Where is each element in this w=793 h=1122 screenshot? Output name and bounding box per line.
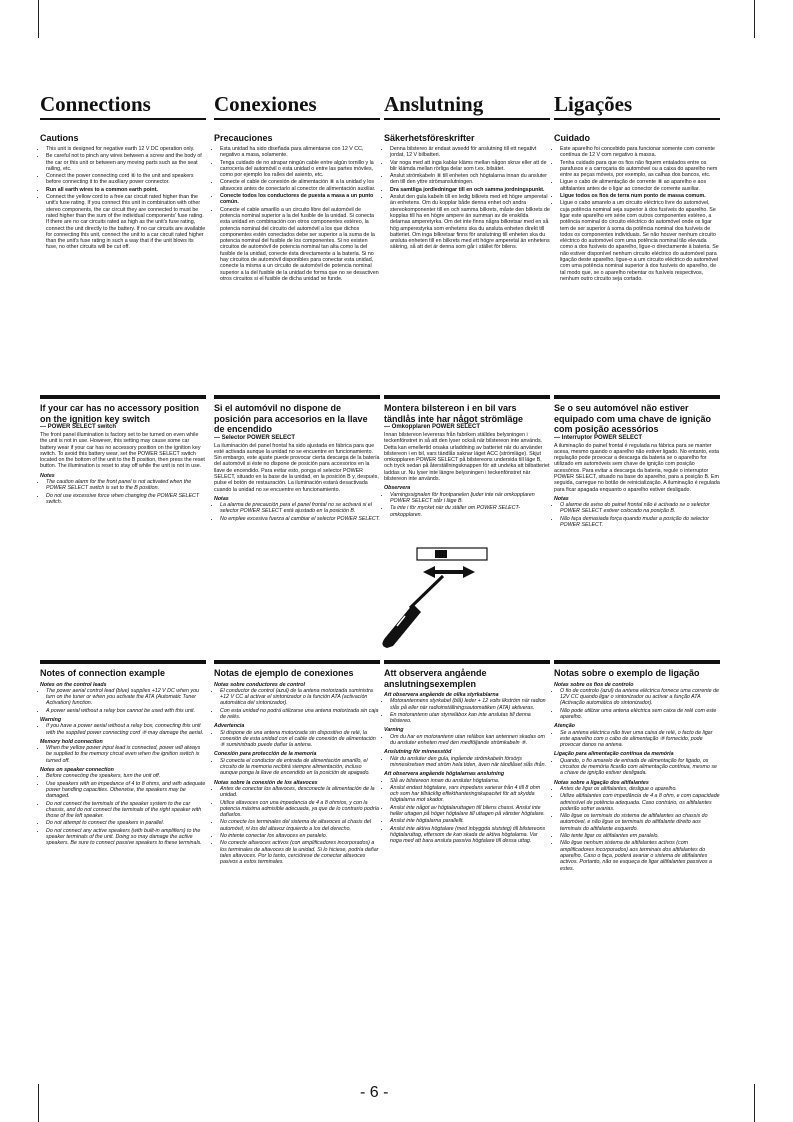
note-group-item: • Anslut inte något av högtalaruttagen till bilens chassi. Anslut inte heller uttagen på höger högtalare till uttagen på vänster högtalare. — [390, 805, 550, 818]
caution-item: • Esta unidad ha sido diseñada para alimentarse con 12 V CC, negativo a masa, solamente. — [220, 146, 380, 159]
crop-mark — [38, 0, 39, 38]
note-group-list — [384, 778, 550, 845]
cautions-block — [214, 131, 380, 283]
caution-item: • Ligue todos os fios de terra num ponto de massa comum. — [560, 193, 720, 199]
crop-mark — [754, 1084, 755, 1122]
note-group-title: Att observera angående högtalarnas anslutning — [384, 771, 505, 778]
note-group-list — [40, 688, 206, 714]
note-group-list — [214, 758, 380, 777]
note-item: • The caution alarm for the front panel is not activated when the POWER SELECT switch is set to the B position. — [46, 479, 206, 492]
cautions-title: Cuidado — [554, 133, 590, 143]
caution-item: • Denna bilstereo är endast avsedd för anslutning till ett negativt jordat, 12 V bilbatteri. — [390, 146, 550, 159]
page-number: - 6 - — [360, 1084, 389, 1101]
crop-mark — [38, 1084, 39, 1122]
accessory-subtitle: — Selector POWER SELECT — [214, 434, 296, 441]
cautions-list — [554, 146, 720, 282]
note-group-item: • Quando, o fio amarelo de entrada de alimentação for ligado, os circuitos de memória ficarão com alimentação contínua, mesmo se a chave de ignição estiver desligada. — [560, 758, 720, 777]
section-heading: Conexiones — [214, 92, 380, 120]
notes-title: Notes — [40, 472, 55, 479]
accessory-title: Montera bilstereon i en bil vars tändlås inte har något strömläge — [384, 403, 524, 424]
note-group-item: • En motorantenn utan styrreläbox kan inte anslutas till denna bilstereo. — [390, 712, 550, 725]
note-group-list — [554, 758, 720, 777]
accessory-body — [40, 432, 206, 505]
note-group-item: • Do not connect the terminals of the speaker system to the car chassis, and do not connect the terminals of the right speaker with those of the left speaker. — [46, 801, 206, 820]
note-group-list — [40, 773, 206, 846]
caution-item: • Ligue o cabo de alimentação de corrente ⑧ ao aparelho e aos altifalantes antes de o ligar ao conector de corrente auxiliar. — [560, 179, 720, 192]
note-group-item: • No conecte altavoces activos (con amplificadores incorporados) a los terminales de altavoces de la unidad. Si lo hiciese, podría dañar tales altavoces. Por lo tanto, cerciórese de conectar altavoces pasivos a estos terminales. — [220, 840, 380, 865]
note-group-title: Notes on the control leads — [40, 681, 107, 688]
arrow-shaft — [435, 570, 463, 574]
accessory-subtitle: — POWER SELECT switch — [40, 424, 117, 430]
note-group-item: • Não tente ligar os altifalantes em paralelo. — [560, 833, 720, 839]
note-group-item: • Não pode utilizar uma antena eléctrica sem caixa de relé com este aparelho. — [560, 708, 720, 721]
note-group-item: • No intente conectar los altavoces en paralelo. — [220, 833, 380, 839]
cautions-list — [214, 146, 380, 282]
note-group-item: • När du ansluter den gula, ingående strömkabeln försörjs minneskretsen med ström hela tiden, även när tändlåset slås ifrån. — [390, 756, 550, 769]
connection-notes-body — [384, 692, 550, 845]
notes-title: Notas — [214, 495, 229, 502]
note-group-list — [384, 756, 550, 769]
cautions-block — [554, 131, 720, 283]
note-group-title: Atenção — [554, 723, 575, 730]
cautions-title: Precauciones — [214, 133, 273, 143]
cautions-title: Cautions — [40, 133, 79, 143]
note-group-title: Ligação para alimentação contínua da memória — [554, 751, 674, 758]
caution-item: • Tenha cuidado para que os fios não fiquem entalados entre os parafusos e a carroçaria do automóvel ou a caixa do aparelho nem entre as peças móveis, por exemplo, as calhas dos bancos, etc. — [560, 160, 720, 179]
note-group-title: Notas sobre os fios de controlo — [554, 681, 634, 688]
note-group-list — [214, 688, 380, 720]
section-heading: Connections — [40, 92, 206, 120]
note-group-item: • Anslut endast högtalare, vars impedans varierar från 4 till 8 ohm och som har tillräcklig effekthanteringskapacitet för att skydda högtalarna mot skador. — [390, 785, 550, 804]
caution-item: • Ligue o cabo amarelo a um circuito eléctrico livre do automóvel, cuja potência nominal seja superior à dos fusíveis do aparelho. Se ligar este aparelho em série com outros componentes estéreo, a potência nominal do circuito eléctrico do automóvel onde os ligar tem de ser superior à soma da potência nominal dos fusíveis de todos os componentes individuais. Se não houver nenhum circuito eléctrico do automóvel com uma potência nominal tão elevada como a dos fusíveis do aparelho, ligue-o directamente à bateria. Se não estiver disponível nenhum circuito eléctrico do automóvel para ligação deste aparelho, ligue-o a um circuito eléctrico do automóvel com uma potência nominal superior à dos fusíveis do aparelho, de tal modo que, se o aparelho rebentar os fusíveis respectivos, nenhum outro circuito seja cortado. — [560, 200, 720, 282]
note-item: • Não faça demasiada força quando mudar a posição do selector POWER SELECT. — [560, 516, 720, 529]
connection-notes-section — [214, 660, 380, 867]
caution-item: • Conecte todos los conductores de puesta a masa a un punto común. — [220, 193, 380, 206]
note-group-item: • Se a antena eléctrica não tiver uma caixa de relé, o facto de ligar este aparelho com o cabo de alimentação ⑧ fornecido, pode provocar danos na antena. — [560, 730, 720, 749]
notes-title: Notas — [554, 495, 569, 502]
note-group-item: • Si conecta el conductor de entrada de alimentación amarillo, el circuito de la memoria recibirá siempre alimentación, incluso aunque ponga la llave de encendido en la posición de apagado. — [220, 758, 380, 777]
note-group-title: Notes on speaker connection — [40, 767, 114, 774]
note-group-list — [554, 786, 720, 872]
note-group-title: Notas sobre conductores de control — [214, 681, 305, 688]
notes-list — [554, 502, 720, 528]
note-group-item: • Utilice altavoces con una impedancia de 4 a 8 ohmios, y con la potencia máxima admisible adecuada, ya que de lo contrario podría dañarlos. — [220, 800, 380, 819]
connection-notes-body — [40, 682, 206, 847]
accessory-title: If your car has no accessory position on the ignition key switch — [40, 403, 200, 424]
connection-notes-body — [554, 682, 720, 872]
caution-item: • Conecte el cable de conexión de alimentación ⑧ a la unidad y los altavoces antes de conectarlo al conector de alimentación auxiliar. — [220, 179, 380, 192]
note-item: • Do not use excessive force when changing the POWER SELECT switch. — [46, 493, 206, 506]
note-item: • No emplee excesiva fuerza al cambiar el selector POWER SELECT. — [220, 516, 380, 522]
note-group-item: • Utilize altifalantes com impedância de 4 a 8 ohm, e com capacidade admissível de potência adequada. Caso contrário, os altifalantes poderão sofrer avarias. — [560, 793, 720, 812]
caution-item: • Connect the yellow cord to a free car circuit rated higher than the unit's fuse rating. If you connect this unit in combination with other stereo components, the car circuit they are connected to must be rated higher than the sum of the individual components' fuse rating. If there are no car circuits rated as high as the unit's fuse rating, connect the unit directly to the battery. If no car circuits are available for connecting this unit, connect the unit to a car circuit rated higher than the unit's fuse rating in such a way that if the unit blows its fuse, no other circuits will be cut off. — [46, 194, 206, 251]
note-item: • Ta inte i för mycket när du ställer om POWER SELECT-omkopplaren. — [390, 505, 550, 518]
note-group-item: • Before connecting the speakers, turn the unit off. — [46, 773, 206, 779]
accessory-paragraph: Innan bilstereon levereras från fabriken ställdes belysningen i teckenfönstret in så att den lyser också när bilstereon inte används. Detta kan emellertid orsaka urladdning av batteriet när du använder bilstereon i en bil, vars tändlås saknar läget ACC (strömläge). Skjut omkopplaren POWER SELECT på bilstereons undersida till läge B, och tryck sedan på återställningsknappen för att undvika att bilbatteriet laddas ur. Nu lyser inte längre belysningen i teckenfönstret när bilstereon inte används. — [384, 432, 550, 483]
accessory-section — [214, 395, 380, 523]
note-group-title: Varning — [384, 727, 404, 734]
note-group-list — [214, 786, 380, 866]
note-group-item: • O fio de controlo (azul) da antena eléctrica fornece uma corrente de 12V CC quando ligar o sintonizador ou activar a função ATA (Activação automática do sintonizador). — [560, 688, 720, 707]
note-group-item: • Con esta unidad no podrá utilizarse una antena motorizada sin caja de relés. — [220, 708, 380, 721]
cautions-block — [40, 131, 206, 252]
note-group-list — [554, 688, 720, 720]
note-group-item: • Use speakers with an impedance of 4 to 8 ohms, and with adequate power handling capacities. Otherwise, the speakers may be damaged. — [46, 781, 206, 800]
connection-notes-title: Notas de ejemplo de conexiones — [214, 668, 354, 678]
accessory-title: Se o seu automóvel não estiver equipado com uma chave de ignição com posição acessórios — [554, 403, 712, 434]
note-group-item: • Do not attempt to connect the speakers in parallel. — [46, 820, 206, 826]
accessory-body — [554, 443, 720, 529]
cautions-title: Säkerhetsföreskrifter — [384, 133, 475, 143]
screwdriver-shaft — [410, 576, 443, 608]
caution-item: • Este aparelho foi concebido para funcionar somente com corrente contínua de 12 V com negativo à massa. — [560, 146, 720, 159]
note-group-title: Conexión para protección de la memoria — [214, 751, 317, 758]
note-item: • O alarme de aviso do painel frontal não é activado se o selector POWER SELECT estiver colocado na posição B. — [560, 502, 720, 515]
accessory-paragraph: A iluminação do painel frontal é regulada na fábrica para se manter acesa, mesmo quando o aparelho não estiver ligado. No entanto, esta regulação pode provocar a descarga da bateria se o aparelho for utilizado em automóveis sem chave de ignição com posição acessórios. Para evitar a descarga da bateria, regule o interruptor POWER SELECT, situado na base do aparelho, para a posição B. Em seguida, carregue no botão de reinicialização. A iluminação é regulada para ficar apagada enquanto o aparelho estiver desligado. — [554, 442, 720, 493]
cautions-list — [40, 146, 206, 251]
accessory-subtitle: — Omkopplaren POWER SELECT — [384, 424, 481, 430]
note-group-title: Warning — [40, 716, 62, 723]
notes-list — [384, 492, 550, 518]
note-group-title: Memory hold connection — [40, 738, 103, 745]
caution-item: • Be careful not to pinch any wires between a screw and the body of the car or this unit or between any moving parts such as the seat railing, etc. — [46, 153, 206, 172]
note-group-title: Att observera angående de olika styrkablarna — [384, 692, 499, 698]
cautions-list — [384, 146, 550, 251]
note-group-item: • Motorantennens styrkabel (blå) leder + 12 volts likström när radion slås på eller när radioinställningsautomatiken (ATA) aktiveras. — [390, 698, 550, 711]
caution-item: • This unit is designed for negative earth 12 V DC operation only. — [46, 146, 206, 152]
accessory-paragraph: The front panel illumination is factory set to be turned on even while the unit is not in use. However, this setting may cause some car battery wear if your car has no accessory position on the ignition key switch. To avoid this battery wear, set the POWER SELECT switch located on the bottom of the unit to the B position, then press the reset button. The illumination is reset to stay off while the unit is not in use. — [40, 432, 205, 470]
connection-notes-section — [384, 660, 550, 846]
note-group-item: • The power aerial control lead (blue) supplies +12 V DC when you turn on the tuner or when you activate the ATA (Automatic Tuner Activation) function. — [46, 688, 206, 707]
caution-item: • Dra samtliga jordledningar till en och samma jordningspunkt. — [390, 187, 550, 193]
connection-notes-title: Notas sobre o exemplo de ligação — [554, 668, 700, 678]
crop-mark — [754, 0, 755, 38]
accessory-title: Si el automóvil no dispone de posición para accesorios en la llave de encendido — [214, 403, 368, 434]
note-group-title: Advertencia — [214, 723, 245, 730]
note-group-item: • El conductor de control (azul) de la antena motorizada suministra +12 V CC al activar el sintonizador o la función ATA (activación automática del sintonizador). — [220, 688, 380, 707]
note-group-item: • Não ligue nenhum sistema de altifalantes activos (com amplificadores incorporados) aos terminais dos altifalantes do aparelho. Caso o faça, poderá avariar o sistema de altifalantes activos. Portanto, não se esqueça de ligar altifalantes passivos a estes. — [560, 840, 720, 871]
accessory-section — [554, 395, 720, 529]
note-group-item: • Si dispone de una antena motorizada sin dispositivo de relé, la conexión de esta unidad con el cable de conexión de alimentación ⑧ suministrado puede dañar la antena. — [220, 730, 380, 749]
connection-notes-title: Att observera angående anslutningsexemplen — [384, 668, 487, 689]
connection-notes-title: Notes of connection example — [40, 668, 166, 678]
accessory-section — [40, 395, 206, 506]
note-group-list — [384, 734, 550, 747]
note-group-item: • A power aerial without a relay box cannot be used with this unit. — [46, 708, 206, 714]
note-group-list — [384, 698, 550, 724]
notes-list — [214, 502, 380, 522]
caution-item: • Var noga med att inga kablar kläms mellan någon skruv eller att de blir klämda mellan rörliga delar som t.ex. bilsätet. — [390, 160, 550, 173]
accessory-paragraph: La iluminación del panel frontal ha sido ajustada en fábrica para que esté activada aunque la unidad no se encuentre en funcionamiento. Sin embargo, este ajuste puede provocar cierta descarga de la batería del automóvil si éste no dispone de posición para accesorios en la llave de encendido. Para evitar esto, ponga el selector POWER SELECT, situado en la base de la unidad, en la posición B y, después, pulse el botón de restauración. La iluminación estará desactivada cuando la unidad no se encuentre en funcionamiento. — [214, 442, 380, 493]
note-group-list — [214, 730, 380, 749]
switch-knob — [435, 550, 447, 558]
note-group-title: Anslutning för minnesstöd — [384, 749, 452, 756]
note-group-title: Notas sobre a ligação dos altifalantes — [554, 779, 649, 786]
note-group-item: • No conecte los terminales del sistema de altavoces al chasis del automóvil, ni los del altavoz izquierdo a los del derecho. — [220, 819, 380, 832]
caution-item: • Tenga cuidado de no atrapar ningún cable entre algún tornillo y la carrocería del automóvil o esta unidad o entre las partes móviles, como por ejemplo los raíles del asiento, etc. — [220, 160, 380, 179]
note-group-item: • Om du har en motorantenn utan reläbox kan antennen skadas om du ansluter enheten med den medföljande strömkabeln ⑧. — [390, 734, 550, 747]
section-heading: Anslutning — [384, 92, 550, 120]
note-group-item: • Não ligue os terminais do sistema de altifalantes ao chassis do automóvel, e não ligue os terminais do altifalante direito aos terminais do altifalante esquerdo. — [560, 813, 720, 832]
caution-item: • Run all earth wires to a common earth point. — [46, 187, 206, 193]
note-group-list — [554, 730, 720, 749]
notes-list — [40, 479, 206, 505]
note-group-list — [40, 745, 206, 764]
caution-item: • Conecte el cable amarillo a un circuito libre del automóvil de potencia nominal superior a la del fusible de la unidad. Si conecta esta unidad en combinación con otros componentes estéreo, la potencia nominal del circuito del automóvil a los que dichos componentes estén conectados debe ser superior a la suma de la potencia nominal del fusible de los componentes. Si no existen circuitos de automóvil de potencia nominal tan alta como la del fusible de la unidad, conecte ésta directamente a la batería. Si no hay circuitos de automóvil disponibles para conectar esta unidad, conecte la misma a un circuito de automóvil de potencia nominal superior a la del fusible de la unidad de forma que no se desactiven otros circuitos si el fusible de dicha unidad se funde. — [220, 207, 380, 283]
screwdriver-illustration — [375, 546, 525, 651]
section-heading: Ligações — [554, 92, 720, 120]
accessory-section — [384, 395, 550, 519]
note-item: • Varningssignalen för frontpanelen ljuder inte när omkopplaren POWER SELECT står i läge B. — [390, 492, 550, 505]
note-group-item: • Antes de ligar os altifalantes, desligue o aparelho. — [560, 786, 720, 792]
note-group-item: • Anslut inte aktiva högtalare (med inbyggda slutsteg) till bilstereons högtalaruttag, eftersom de kan skada de aktiva högtalarna. Var noga med att bara ansluta passiva högtalare till dessa uttag. — [390, 826, 550, 845]
accessory-body — [214, 443, 380, 523]
note-group-item: • Antes de conectar los altavoces, desconecte la alimentación de la unidad. — [220, 786, 380, 799]
note-item: • La alarma de precaución para el panel frontal no se activará si el selector POWER SELECT está ajustado en la posición B. — [220, 502, 380, 515]
note-group-title: Notas sobre la conexión de los altavoces — [214, 779, 318, 786]
caution-item: • Anslut den gula kabeln till en ledig bilkrets med ett högre amperetal än enhetens. Om du kopplar både denna enhet och andra stereokomponenter till en och samma bilkrets, måste den bilkrets de kopplas till ha en högre ampere än summan av de enskilda delarnas amperetyrka. Om det inte finns några bilkretsar med en så hög amperestyrka som enhetens ska du ansluta enheten direkt till batteriet. Om inga bilkretsar finns för anslutning till enheten ska du ansluta enheten till en bilkrets med ett högre amperetal än enhetens säkring, så att det är denna som går i stället för bilens. — [390, 194, 550, 251]
caution-item: • Connect the power connecting cord ⑧ to the unit and speakers before connecting it to the auxiliary power connector. — [46, 173, 206, 186]
switch-slot — [417, 548, 487, 560]
note-group-item: • If you have a power aerial without a relay box, connecting this unit with the supplied power connecting cord ⑧ may damage the aerial. — [46, 723, 206, 736]
note-group-list — [40, 723, 206, 736]
note-group-item: • Slå av bilstereon innan du ansluter högtalarna. — [390, 778, 550, 784]
notes-title: Observera — [384, 485, 411, 492]
connection-notes-section — [40, 660, 206, 848]
connection-notes-body — [214, 682, 380, 866]
connection-notes-section — [554, 660, 720, 873]
note-group-item: • Anslut inte högtalarna parallellt. — [390, 818, 550, 824]
note-group-item: • When the yellow power input lead is connected, power will always be supplied to the memory circuit even when the ignition switch is turned off. — [46, 745, 206, 764]
note-group-item: • Do not connect any active speakers (with built-in amplifiers) to the speaker terminals of the unit. Doing so may damage the active speakers. Be sure to connect passive speakers to these terminals. — [46, 828, 206, 847]
caution-item: • Anslut strömkabeln ⑧ till enheten och högtalarna innan du ansluter den till den yttre strömanslutningen. — [390, 173, 550, 186]
accessory-body — [384, 432, 550, 518]
accessory-subtitle: — Interruptor POWER SELECT — [554, 434, 643, 441]
screwdriver-handle — [382, 604, 421, 648]
cautions-block — [384, 131, 550, 252]
